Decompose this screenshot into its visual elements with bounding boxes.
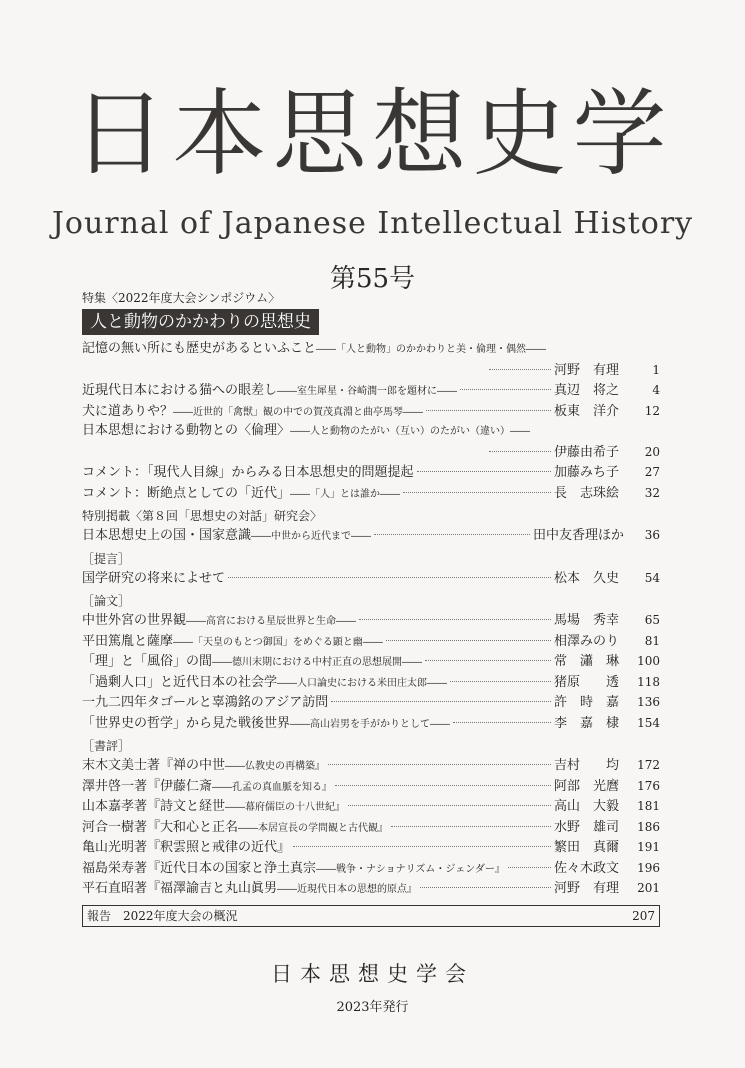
toc-entry — [82, 858, 660, 879]
toc-entry — [82, 568, 660, 589]
entry-title: 日本思想史上の国・国家意識 — [82, 528, 252, 543]
entry-page: 186 — [637, 819, 660, 834]
entry-title: 国学研究の将来によせて — [82, 570, 226, 586]
entry-page: 154 — [637, 715, 660, 730]
leader-dots — [331, 701, 551, 702]
toc-entry — [82, 631, 660, 652]
entry-page: 1 — [652, 362, 660, 377]
entry-page: 136 — [637, 695, 660, 709]
report-box — [82, 905, 660, 927]
report-title: 2022年度大会の概況 — [123, 909, 238, 923]
entry-author: 吉村 均 — [554, 758, 620, 773]
entry-title: 犬に道ありや？ — [82, 403, 174, 419]
entry-page: 20 — [644, 444, 660, 459]
entry-subtitle: ――室生犀星・谷崎潤一郎を題材に―― — [277, 386, 458, 397]
entry-author: 常 瀟 琳 — [554, 654, 620, 669]
leader-dots — [403, 492, 551, 493]
toc-entry — [82, 401, 660, 422]
entry-page: 181 — [637, 799, 660, 813]
entry-author: 伊藤由希子 — [554, 444, 620, 460]
entry-author: 河野 有理 — [554, 881, 620, 896]
leader-dots — [508, 867, 551, 868]
toc-entry — [82, 483, 660, 504]
entry-page: 54 — [644, 570, 660, 585]
entry-author: 猪原 透 — [554, 674, 620, 690]
toc-entry — [82, 776, 660, 797]
toc-entry — [82, 462, 660, 483]
entry-title: 「世界史の哲学」から見た戦後世界 — [82, 715, 291, 731]
toc-entry — [82, 610, 660, 631]
entry-title: 「過剰人口」と近代日本の社会学 — [82, 674, 278, 690]
entry-subtitle: ――人と動物のたがい（互い）のたがい（違い）―― — [290, 426, 531, 437]
toc-entry-continuation — [82, 360, 660, 381]
entry-subtitle: ――近世的「禽獣」観の中での賀茂真淵と曲亭馬琴―― — [173, 406, 424, 418]
leader-dots — [450, 681, 551, 682]
entry-title: 中世外宮の世界観 — [82, 613, 187, 628]
entry-subtitle: ――德川末期における中村正直の思想展開―― — [212, 657, 423, 668]
leader-dots — [425, 660, 551, 661]
table-of-contents — [82, 285, 660, 927]
entry-page: 201 — [637, 881, 660, 895]
leader-dots — [453, 722, 551, 723]
leader-dots — [426, 410, 551, 411]
leader-dots — [293, 846, 551, 847]
leader-dots — [328, 764, 551, 765]
entry-page: 4 — [652, 383, 660, 397]
entry-title: 日本思想における動物との〈倫理〉 — [82, 423, 291, 438]
entry-subtitle: ――戦争・ナショナリズム・ジェンダー』 — [316, 863, 505, 875]
publication-year: 2023年発行 — [336, 1000, 409, 1015]
entry-title: 「理」と「風俗」の間 — [82, 654, 213, 669]
entry-page: 65 — [644, 613, 660, 627]
entry-author: 李 嘉 棣 — [554, 715, 620, 731]
entry-subtitle: ――「人と動物」のかかわりと美・倫理・偶然―― — [316, 344, 547, 355]
entry-page: 196 — [637, 860, 660, 875]
leader-dots — [374, 534, 530, 535]
journal-subtitle: Journal of Japanese Intellectual History — [51, 206, 694, 241]
toc-entry — [82, 421, 660, 442]
entry-author: 阿部 光麿 — [554, 778, 620, 794]
entry-page: 81 — [644, 633, 660, 648]
entry-page: 100 — [637, 654, 660, 668]
entry-subtitle: ――「人」とは誰か―― — [290, 488, 401, 500]
special-banner: 人と動物のかかわりの思想史 — [82, 309, 319, 335]
entry-title: 澤井啓一著『伊藤仁斎 — [82, 778, 213, 794]
entry-title: 河合一樹著『大和心と正名 — [82, 819, 239, 835]
leader-dots — [359, 619, 551, 620]
toc-entry — [82, 692, 660, 713]
toc-entry — [82, 339, 660, 360]
entry-page: 176 — [637, 778, 660, 793]
entry-author: 板東 洋介 — [554, 403, 620, 419]
entry-subtitle: ――中世から近代まで―― — [251, 531, 372, 542]
toc-entry — [82, 837, 660, 858]
entry-page: 191 — [637, 840, 660, 854]
leader-dots — [460, 389, 551, 390]
leader-dots — [489, 369, 551, 370]
entry-page: 27 — [644, 465, 660, 479]
entry-author: 許 時 嘉 — [554, 695, 620, 710]
entry-author: 松本 久史 — [554, 570, 620, 586]
entry-title: 福島栄寿著『近代日本の国家と浄土真宗 — [82, 860, 317, 876]
toc-entry — [82, 755, 660, 776]
entry-subtitle: ――幕府儒臣の十八世紀』 — [225, 802, 346, 813]
toc-entry — [82, 380, 660, 401]
entry-author: 高山 大毅 — [554, 799, 620, 814]
entry-page: 12 — [644, 403, 660, 418]
entry-title: コメント：断絶点としての「近代」 — [82, 485, 291, 501]
entry-title: 平田篤胤と薩摩 — [82, 633, 174, 649]
entry-title: 山本嘉孝著『詩文と経世 — [82, 799, 226, 814]
entry-author: 河野 有理 — [554, 362, 620, 378]
entry-subtitle: ――高山岩男を手がかりとして―― — [290, 718, 451, 730]
leader-dots — [417, 471, 551, 472]
leader-dots — [348, 805, 551, 806]
special-label: 特集〈2022年度大会シンポジウム〉 — [82, 291, 281, 305]
entry-subtitle: ――「天皇のもとつ御国」をめぐる顕と幽―― — [173, 636, 383, 648]
report-label: 報告 — [87, 909, 112, 923]
entry-title: 記憶の無い所にも歴史があるといふこと — [82, 341, 317, 356]
entry-title: 末木文美士著『禅の中世 — [82, 758, 226, 773]
leader-dots — [391, 826, 551, 827]
entry-author: 馬場 秀幸 — [554, 613, 620, 628]
issue-number: 第55号 — [329, 264, 416, 294]
journal-title: 日本思想史学 — [72, 80, 673, 189]
entry-author: 田中友香理ほか — [532, 528, 624, 543]
entry-subtitle: ――孔孟の真血脈を知る』 — [212, 781, 333, 793]
entry-author: 佐々木政文 — [554, 860, 620, 876]
entry-title: コメント：「現代人目線」からみる日本思想史的問題提起 — [82, 465, 414, 480]
entry-author: 水野 雄司 — [554, 819, 620, 835]
entry-subtitle: ――仏教史の再構築』 — [225, 761, 326, 772]
entry-subtitle: ――高宮における星辰世界と生命―― — [186, 616, 357, 627]
entry-page: 36 — [644, 528, 660, 542]
entry-title: 一九二四年タゴールと辜鴻銘のアジア訪問 — [82, 695, 329, 710]
leader-dots — [335, 785, 551, 786]
entry-author: 長 志珠絵 — [554, 485, 620, 501]
leader-dots — [386, 640, 551, 641]
toc-entry-continuation — [82, 442, 660, 463]
toc-entry — [82, 796, 660, 817]
report-page: 207 — [632, 908, 655, 923]
toc-entry — [82, 525, 660, 546]
entry-title: 平石直昭著『福澤諭吉と丸山眞男 — [82, 881, 278, 896]
toc-entry — [82, 672, 660, 693]
proposal-label: ［提言］ — [82, 551, 131, 566]
entry-title: 亀山光明著『釈雲照と戒律の近代』 — [82, 840, 291, 855]
feature-label: 特別掲載〈第８回「思想史の対話」研究会〉 — [82, 509, 323, 523]
entry-page: 32 — [644, 485, 660, 500]
entry-author: 繁田 真爾 — [554, 840, 620, 855]
entry-subtitle: ――人口論史における米田庄太郎―― — [277, 677, 448, 689]
entry-subtitle: ――近現代日本の思想的原点』 — [277, 884, 418, 895]
entry-page: 118 — [637, 674, 660, 689]
entry-title: 近現代日本における猫への眼差し — [82, 383, 278, 398]
publisher: 日本思想史学会 — [271, 962, 474, 986]
reviews-label: ［書評］ — [82, 739, 131, 753]
articles-label: ［論文］ — [82, 594, 131, 608]
entry-author: 相澤みのり — [554, 633, 620, 649]
toc-entry — [82, 651, 660, 672]
entry-author: 加藤みち子 — [554, 465, 620, 480]
entry-subtitle: ――本居宣長の学問観と古代観』 — [238, 822, 389, 834]
leader-dots — [228, 577, 551, 578]
leader-dots — [420, 887, 551, 888]
toc-entry — [82, 713, 660, 734]
entry-page: 172 — [637, 758, 660, 772]
toc-entry — [82, 878, 660, 899]
entry-author: 真辺 将之 — [554, 383, 620, 398]
toc-entry — [82, 817, 660, 838]
leader-dots — [489, 451, 551, 452]
